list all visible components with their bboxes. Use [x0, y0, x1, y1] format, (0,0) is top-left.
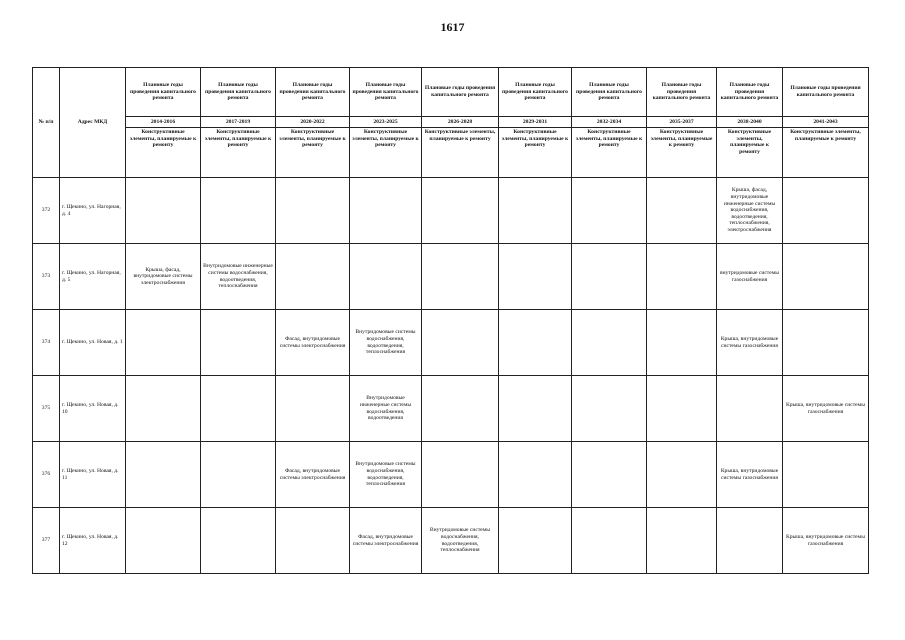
header-address: Адрес МКД: [60, 68, 126, 178]
header-plan-label: Плановые годы проведения капитального ремонта: [422, 68, 499, 117]
repair-elements-cell: Фасад, внутридомовые системы электроснабжения: [276, 442, 350, 508]
repair-elements-cell: [499, 244, 572, 310]
repair-elements-cell: Фасад, внутридомовые системы электроснабжения: [350, 508, 422, 574]
repair-elements-cell: Фасад, внутридомовые системы электроснабжения: [276, 310, 350, 376]
repair-elements-cell: [783, 442, 869, 508]
repair-elements-cell: [717, 508, 783, 574]
header-elements-label: Конструктивные элементы, планируемые к ремонту: [499, 128, 572, 178]
header-period: 2023-2025: [350, 117, 422, 128]
header-plan-label: Плановые годы проведения капитального ремонта: [572, 68, 647, 117]
repair-elements-cell: Крыша, внутридомовые системы газоснабжения: [717, 442, 783, 508]
header-row-plan: [33, 68, 869, 117]
header-elements-label: Конструктивные элементы, планируемые к ремонту: [422, 128, 499, 178]
header-elements-label: Конструктивные элементы, планируемые к ремонту: [126, 128, 201, 178]
row-address: г. Щекино, ул. Новая, д. 1: [60, 310, 126, 376]
row-number: 373: [33, 244, 60, 310]
repair-elements-cell: [201, 376, 276, 442]
repair-elements-cell: [572, 376, 647, 442]
repair-elements-cell: [499, 178, 572, 244]
header-elements-label: Конструктивные элементы, планируемые к ремонту: [572, 128, 647, 178]
repair-elements-cell: [350, 178, 422, 244]
repair-elements-cell: [499, 376, 572, 442]
repair-elements-cell: Внутридомовые инженерные системы водоснабжения, водоотведения, теплоснабжения: [201, 244, 276, 310]
header-period: 2029-2031: [499, 117, 572, 128]
header-period: 2020-2022: [276, 117, 350, 128]
repair-elements-cell: Внутридомовые системы водоснабжения, водоотведения, теплоснабжения: [422, 508, 499, 574]
repair-elements-cell: [422, 244, 499, 310]
repair-elements-cell: внутридомовые системы газоснабжения: [717, 244, 783, 310]
row-number: 376: [33, 442, 60, 508]
header-elements-label: Конструктивные элементы, планируемые к ремонту: [783, 128, 869, 178]
row-address: г. Щекино, ул. Новая, д. 12: [60, 508, 126, 574]
repair-elements-cell: [126, 508, 201, 574]
header-period: 2041-2043: [783, 117, 869, 128]
repair-elements-cell: [126, 310, 201, 376]
header-row-elements: [33, 128, 869, 178]
table-row: [33, 508, 869, 574]
header-period: 2038-2040: [717, 117, 783, 128]
repair-elements-cell: [422, 310, 499, 376]
repair-elements-cell: [201, 442, 276, 508]
repair-elements-cell: [499, 442, 572, 508]
repair-elements-cell: [572, 178, 647, 244]
repair-elements-cell: Внутридомовые инженерные системы водоснабжения, водоотведения: [350, 376, 422, 442]
repair-elements-cell: [572, 310, 647, 376]
repair-elements-cell: [422, 178, 499, 244]
repair-elements-cell: [572, 442, 647, 508]
repair-elements-cell: [201, 178, 276, 244]
header-plan-label: Плановые годы проведения капитального ремонта: [783, 68, 869, 117]
row-address: г. Щекино, ул. Нагорная, д. 5: [60, 244, 126, 310]
header-elements-label: Конструктивные элементы, планируемые к ремонту: [647, 128, 717, 178]
repair-elements-cell: [647, 508, 717, 574]
repair-elements-cell: [126, 178, 201, 244]
repair-elements-cell: Внутридомовые системы водоснабжения, водоотведения, теплоснабжения: [350, 310, 422, 376]
repair-elements-cell: [647, 178, 717, 244]
header-period: 2014-2016: [126, 117, 201, 128]
header-plan-label: Плановые годы проведения капитального ремонта: [499, 68, 572, 117]
repair-elements-cell: [783, 310, 869, 376]
header-plan-label: Плановые годы проведения капитального ремонта: [126, 68, 201, 117]
table-row: [33, 178, 869, 244]
repair-elements-cell: [422, 376, 499, 442]
repair-elements-cell: [276, 244, 350, 310]
repair-elements-cell: [647, 376, 717, 442]
table-row: [33, 376, 869, 442]
table-row: [33, 244, 869, 310]
header-period: 2026-2028: [422, 117, 499, 128]
page-number: 1617: [440, 20, 465, 34]
repair-elements-cell: [647, 442, 717, 508]
header-elements-label: Конструктивные элементы, планируемые к ремонту: [201, 128, 276, 178]
header-period: 2017-2019: [201, 117, 276, 128]
header-period: 2035-2037: [647, 117, 717, 128]
repair-elements-cell: [126, 442, 201, 508]
repair-elements-cell: [499, 508, 572, 574]
repair-elements-cell: [647, 244, 717, 310]
row-address: г. Щекино, ул. Нагорная, д. 4: [60, 178, 126, 244]
header-plan-label: Плановые годы проведения капитального ремонта: [276, 68, 350, 117]
header-number: № п/п: [33, 68, 60, 178]
header-plan-label: Плановые годы проведения капитального ремонта: [201, 68, 276, 117]
header-period: 2032-2034: [572, 117, 647, 128]
repair-elements-cell: [783, 244, 869, 310]
repair-elements-cell: [126, 376, 201, 442]
repair-elements-cell: Крыша, фасад, внутридомовые системы электроснабжения: [126, 244, 201, 310]
header-plan-label: Плановые годы проведения капитального ремонта: [717, 68, 783, 117]
row-number: 372: [33, 178, 60, 244]
repair-elements-cell: Крыша, внутридомовые системы газоснабжения: [717, 310, 783, 376]
row-number: 377: [33, 508, 60, 574]
header-elements-label: Конструктивные элементы, планируемые к ремонту: [717, 128, 783, 178]
table-body: [33, 68, 869, 574]
header-plan-label: Плановые годы проведения капитального ремонта: [647, 68, 717, 117]
row-address: г. Щекино, ул. Новая, д. 11: [60, 442, 126, 508]
header-row-periods: [33, 117, 869, 128]
row-address: г. Щекино, ул. Новая, д. 10: [60, 376, 126, 442]
header-elements-label: Конструктивные элементы, планируемые к ремонту: [350, 128, 422, 178]
repair-elements-cell: [201, 508, 276, 574]
repair-elements-cell: Крыша, внутридомовые системы газоснабжения: [783, 376, 869, 442]
repair-elements-cell: [647, 310, 717, 376]
header-elements-label: Конструктивные элементы, планируемые к ремонту: [276, 128, 350, 178]
repair-elements-cell: [201, 310, 276, 376]
repair-elements-cell: Крыша, внутридомовые системы газоснабжения: [783, 508, 869, 574]
repair-elements-cell: [572, 508, 647, 574]
repair-elements-cell: [572, 244, 647, 310]
header-plan-label: Плановые годы проведения капитального ремонта: [350, 68, 422, 117]
repair-schedule-table: [32, 67, 869, 574]
repair-elements-cell: Крыша, фасад, внутридомовые инженерные системы водоснабжения, водоотведения, теплоснабжения, электроснабжения: [717, 178, 783, 244]
repair-elements-cell: [276, 376, 350, 442]
repair-elements-cell: [276, 178, 350, 244]
repair-elements-cell: Внутридомовые системы водоснабжения, водоотведения, теплоснабжения: [350, 442, 422, 508]
repair-elements-cell: [783, 178, 869, 244]
table-row: [33, 442, 869, 508]
table-row: [33, 310, 869, 376]
row-number: 375: [33, 376, 60, 442]
row-number: 374: [33, 310, 60, 376]
repair-elements-cell: [422, 442, 499, 508]
repair-elements-cell: [499, 310, 572, 376]
repair-elements-cell: [350, 244, 422, 310]
repair-elements-cell: [276, 508, 350, 574]
repair-elements-cell: [717, 376, 783, 442]
